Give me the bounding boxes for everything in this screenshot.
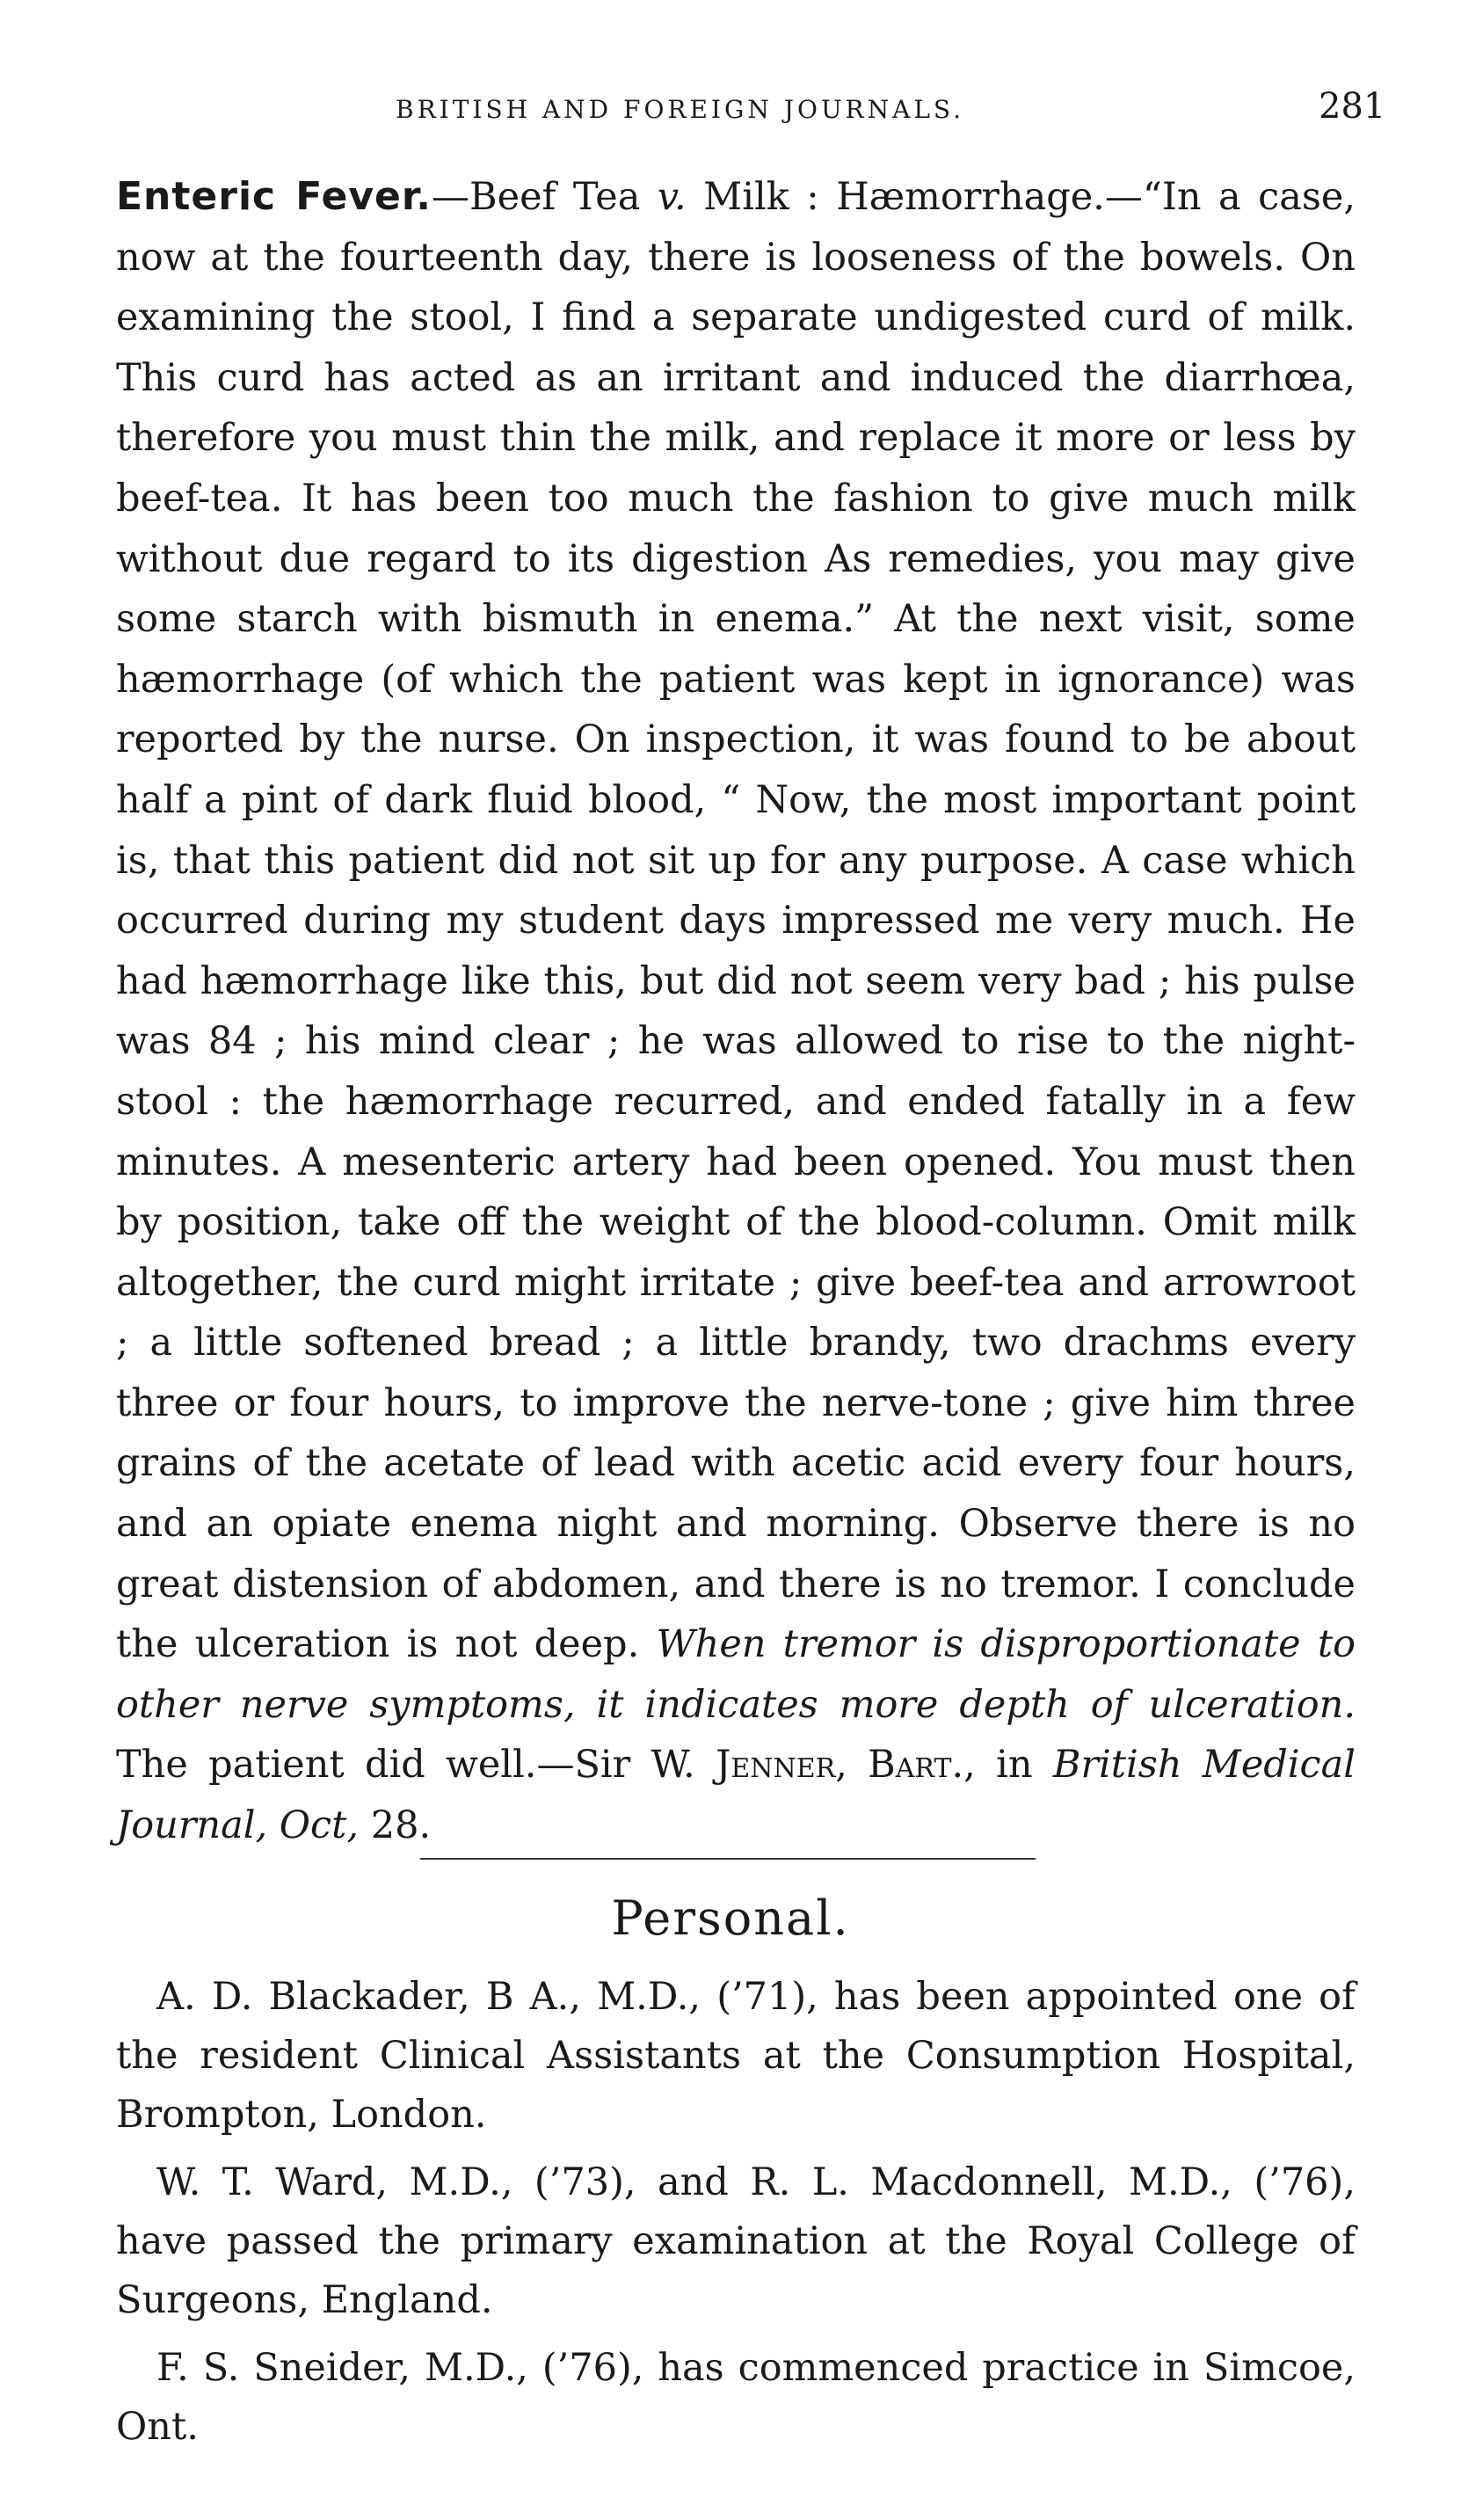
personal-entry: F. S. Sneider, M.D., (’76), has commenced practice in Simcoe, Ont. (116, 2346, 1356, 2449)
article-author: Jenner, Bart. (716, 1743, 964, 1788)
article-paragraph (116, 167, 1356, 1856)
article-text-3: , in (963, 1743, 1053, 1788)
personal-entry: W. T. Ward, M.D., (’73), and R. L. Macdonnell, M.D., (’76), have passed the primary examination at the Royal College of Surgeons, England. (116, 2160, 1356, 2322)
article-body (116, 167, 1356, 1856)
article-text-1: “In a case, now at the fourteenth day, there is looseness of the bowels. On examining the stool, I find a separate undigested curd of milk. This curd has acted as an irritant and induced the diarrhœa, therefore you must thin the milk, and replace it more or less by beef-tea. It has been too much the fashion to give much milk without due regard to its digestion As remedies, you may give some starch with bismuth in enema.” At the next visit, some hæmorrhage (of which the patient was kept in ignorance) was reported by the nurse. On inspection, it was found to be about half a pint of dark fluid blood, “ Now, the most important point is, that this patient did not sit up for any purpose. A case which occurred during my student days impressed me very much. He had hæmorrhage like this, but did not seem very bad ; his pulse was 84 ; his mind clear ; he was allowed to rise to the night-stool : the hæmorrhage recurred, and ended fatally in a few minutes. A mesenteric artery had been opened. You must then by position, take off the weight of the blood-column. Omit milk altogether, the curd might irritate ; give beef-tea and arrowroot ; a little softened bread ; a little brandy, two drachms every three or four hours, to improve the nerve-tone ; give him three grains of the acetate of lead with acetic acid every four hours, and an opiate enema night and morning. Observe there is no great distension of abdomen, and there is no tremor. I conclude the ulceration is not deep. (116, 175, 1356, 1667)
running-head: BRITISH AND FOREIGN JOURNALS. (396, 95, 965, 124)
article-text-2: The patient did well.—Sir W. (116, 1743, 716, 1788)
article-italic-passage: When tremor is disproportionate to other nerve symptoms, it indicates more depth of ulceration. (116, 1622, 1356, 1727)
article-subtitle-a: —Beef Tea (432, 175, 658, 219)
article-journal: British Medical Journal, Oct, (116, 1743, 1356, 1848)
personal-section-title: Personal. (611, 1890, 850, 1946)
article-heading: Enteric Fever. (116, 174, 432, 219)
page-number: 281 (1319, 86, 1386, 127)
article-subtitle-versus: v. (657, 175, 687, 219)
article-subtitle-b: Milk : Hæmorrhage.— (686, 175, 1143, 219)
personal-entry: A. D. Blackader, B A., M.D., (’71), has been appointed one of the resident Clinical Assistants at the Consumption Hospital, Brompton, London. (116, 1975, 1356, 2137)
section-divider (420, 1858, 1036, 1860)
personal-section (116, 1968, 1356, 2465)
article-text-4: 28. (359, 1803, 432, 1848)
